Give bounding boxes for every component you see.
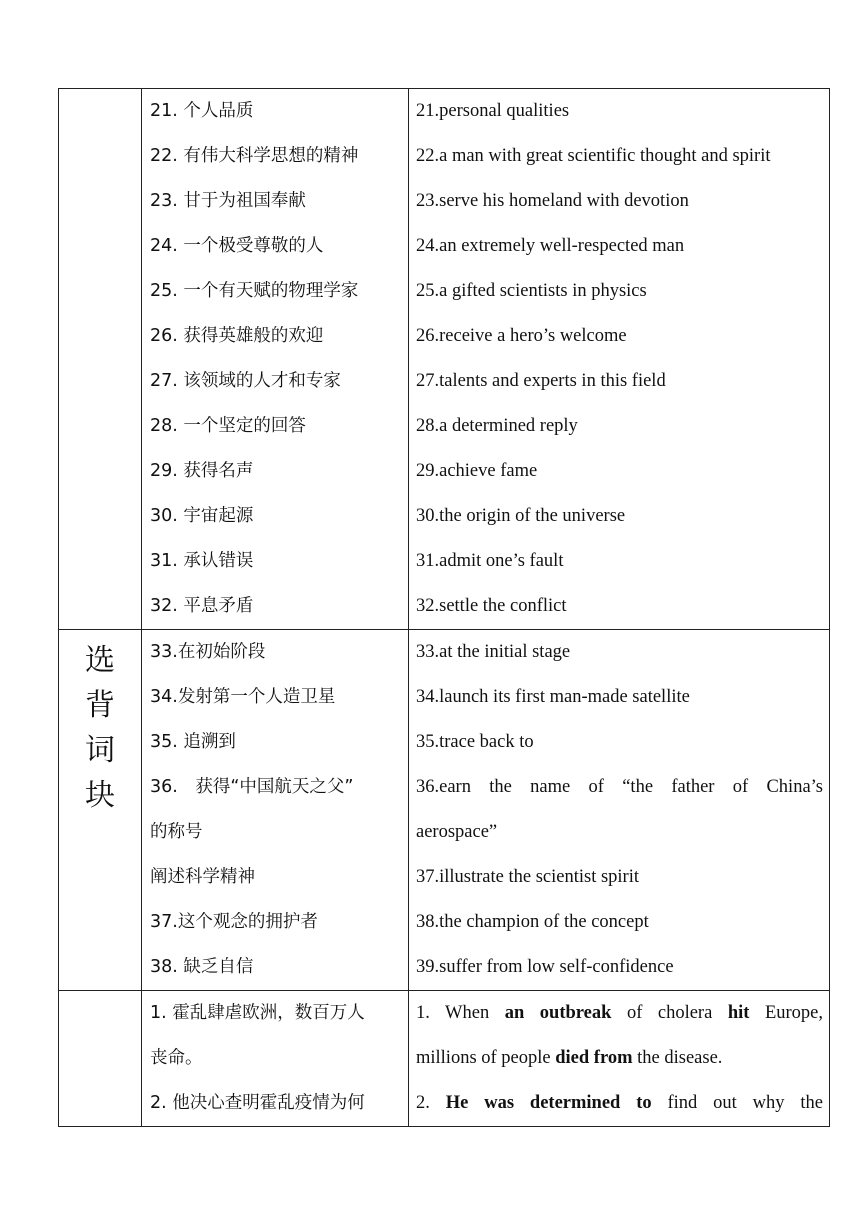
english-cell (409, 630, 830, 991)
section-label-cell (59, 630, 142, 991)
en-line: 34.launch its first man-made satellite (416, 687, 690, 707)
zh-line: 22. 有伟大科学思想的精神 (150, 146, 359, 166)
en-line: 26.receive a hero’s welcome (416, 326, 627, 346)
english-cell (409, 89, 830, 630)
chinese-cell (142, 991, 409, 1127)
zh-line: 34.发射第一个人造卫星 (150, 687, 336, 707)
vocabulary-table (58, 88, 830, 1127)
section-label-char: 词 (85, 733, 115, 768)
en-line: 30.the origin of the universe (416, 506, 626, 526)
key-phrase: died from (555, 1048, 633, 1068)
en-line: 29.achieve fame (416, 461, 538, 481)
en-line: 31.admit one’s fault (416, 551, 564, 571)
zh-line: 30. 宇宙起源 (150, 506, 254, 526)
en-line: 28.a determined reply (416, 416, 578, 436)
en-line (409, 1036, 829, 1081)
zh-line: 23. 甘于为祖国奉献 (150, 191, 306, 211)
zh-line: 丧命。 (150, 1048, 203, 1068)
sentence-number: 2. (416, 1093, 446, 1113)
sentence-text: find out why the (651, 1093, 823, 1113)
section-label-char: 块 (85, 778, 115, 813)
zh-line: 27. 该领域的人才和专家 (150, 371, 341, 391)
zh-line: 阐述科学精神 (150, 867, 255, 887)
en-line (409, 1081, 829, 1126)
zh-line: 36. 获得“中国航天之父” (150, 777, 354, 797)
key-phrase: He was determined to (445, 1093, 652, 1113)
english-cell (409, 991, 830, 1127)
en-line: 27.talents and experts in this field (416, 371, 666, 391)
zh-line: 1. 霍乱肆虐欧洲，数百万人 (150, 1003, 365, 1023)
en-line: 21.personal qualities (416, 101, 570, 121)
section-label (59, 630, 141, 818)
sentence-text: of cholera (611, 1003, 728, 1023)
zh-line: 26. 获得英雄般的欢迎 (150, 326, 324, 346)
section-label-char: 背 (85, 688, 115, 723)
en-line: 39.suffer from low self-confidence (416, 957, 674, 977)
en-line: 38.the champion of the concept (416, 912, 649, 932)
en-line: 32.settle the conflict (416, 596, 567, 616)
en-line: 23.serve his homeland with devotion (416, 191, 689, 211)
en-line: 22.a man with great scientific thought and spirit (416, 146, 771, 166)
zh-line: 32. 平息矛盾 (150, 596, 254, 616)
zh-line: 28. 一个坚定的回答 (150, 416, 306, 436)
table-row (59, 991, 830, 1127)
sentence-text: millions of people (416, 1048, 556, 1068)
zh-line: 24. 一个极受尊敬的人 (150, 236, 324, 256)
key-phrase: an outbreak (504, 1003, 612, 1023)
zh-line: 31. 承认错误 (150, 551, 254, 571)
section-label-cell (59, 991, 142, 1127)
zh-line: 38. 缺乏自信 (150, 957, 254, 977)
zh-line: 25. 一个有天赋的物理学家 (150, 281, 359, 301)
section-label-cell (59, 89, 142, 630)
zh-line: 33.在初始阶段 (150, 642, 266, 662)
en-line: 37.illustrate the scientist spirit (416, 867, 639, 887)
en-line: 36.earn the name of “the father of China’s (416, 777, 823, 797)
sentence-number: 1. When (416, 1003, 505, 1023)
key-phrase: hit (727, 1003, 750, 1023)
chinese-cell (142, 630, 409, 991)
sentence-text: Europe, (749, 1003, 823, 1023)
en-line: 24.an extremely well-respected man (416, 236, 685, 256)
sentence-text: the disease. (632, 1048, 723, 1068)
table-row (59, 630, 830, 991)
zh-line: 37.这个观念的拥护者 (150, 912, 318, 932)
en-line: 33.at the initial stage (416, 642, 571, 662)
en-line: 35.trace back to (416, 732, 534, 752)
section-label-char: 选 (85, 643, 115, 678)
zh-line: 35. 追溯到 (150, 732, 236, 752)
en-line: aerospace” (416, 822, 498, 842)
chinese-cell (142, 89, 409, 630)
table-row (59, 89, 830, 630)
en-line: 25.a gifted scientists in physics (416, 281, 647, 301)
zh-line: 21. 个人品质 (150, 101, 254, 121)
en-line (409, 991, 829, 1036)
zh-line: 29. 获得名声 (150, 461, 254, 481)
zh-line: 的称号 (150, 822, 203, 842)
zh-line: 2. 他决心查明霍乱疫情为何 (150, 1093, 365, 1113)
